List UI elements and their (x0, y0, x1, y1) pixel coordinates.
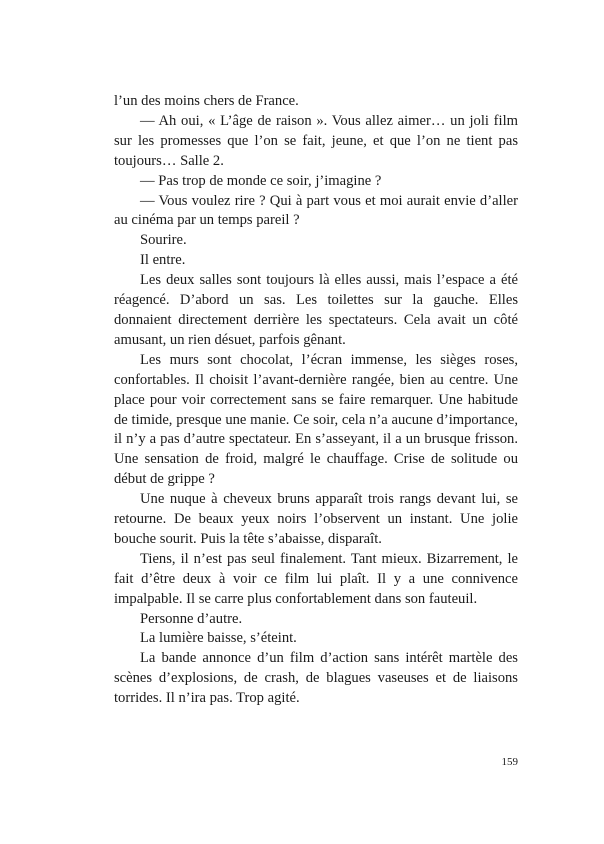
paragraph-13: La bande annonce d’un film d’action sans intérêt martèle des scènes d’explosions, de crash, de blagues vaseuses et de liaisons torrides. Il n’ira pas. Trop agité. (114, 650, 518, 707)
paragraph-7: Les deux salles sont toujours là elles aussi, mais l’espace a été réagencé. D’abord un sas. Les toilettes sur la gauche. Elles donnaient directement derrière les spectateurs. Cela avait un côté amusant, un rien désuet, parfois gênant. (114, 272, 518, 348)
paragraph-8: Les murs sont chocolat, l’écran immense, les sièges roses, confortables. Il choisit l’avant-dernière rangée, bien au centre. Une place pour voir correctement sans se faire remarquer. Une habitude de timide, presque une manie. Ce soir, cela n’a aucune d’importance, il n’y a pas d’autre spectateur. En s’asseyant, il a un brusque frisson. Une sensation de froid, malgré le chauffage. Crise de solitude ou début de grippe ? (114, 351, 518, 488)
paragraph-12: La lumière baisse, s’éteint. (140, 630, 297, 647)
body-text (114, 92, 518, 709)
paragraph-1: l’un des moins chers de France. (114, 93, 299, 109)
paragraph-2: — Ah oui, « L’âge de raison ». Vous allez aimer… un joli film sur les promesses que l’on se fait, jeune, et que l’on ne tient pas toujours… Salle 2. (114, 112, 518, 169)
page-number: 159 (501, 756, 518, 768)
paragraph-10: Tiens, il n’est pas seul finalement. Tant mieux. Bizarrement, le fait d’être deux à voir ce film lui plaît. Il y a une connivence impalpable. Il se carre plus confortablement dans son fauteuil. (114, 550, 518, 607)
paragraph-5: Sourire. (140, 232, 187, 249)
paragraph-4: — Vous voulez rire ? Qui à part vous et moi aurait envie d’aller au cinéma par un temps pareil ? (114, 192, 518, 229)
paragraph-6: Il entre. (140, 252, 186, 269)
paragraph-9: Une nuque à cheveux bruns apparaît trois rangs devant lui, se retourne. De beaux yeux noirs l’observent un instant. Une jolie bouche sourit. Puis la tête s’abaisse, disparaît. (114, 491, 518, 547)
paragraph-11: Personne d’autre. (140, 610, 243, 627)
paragraph-3: — Pas trop de monde ce soir, j’imagine ? (140, 172, 382, 189)
